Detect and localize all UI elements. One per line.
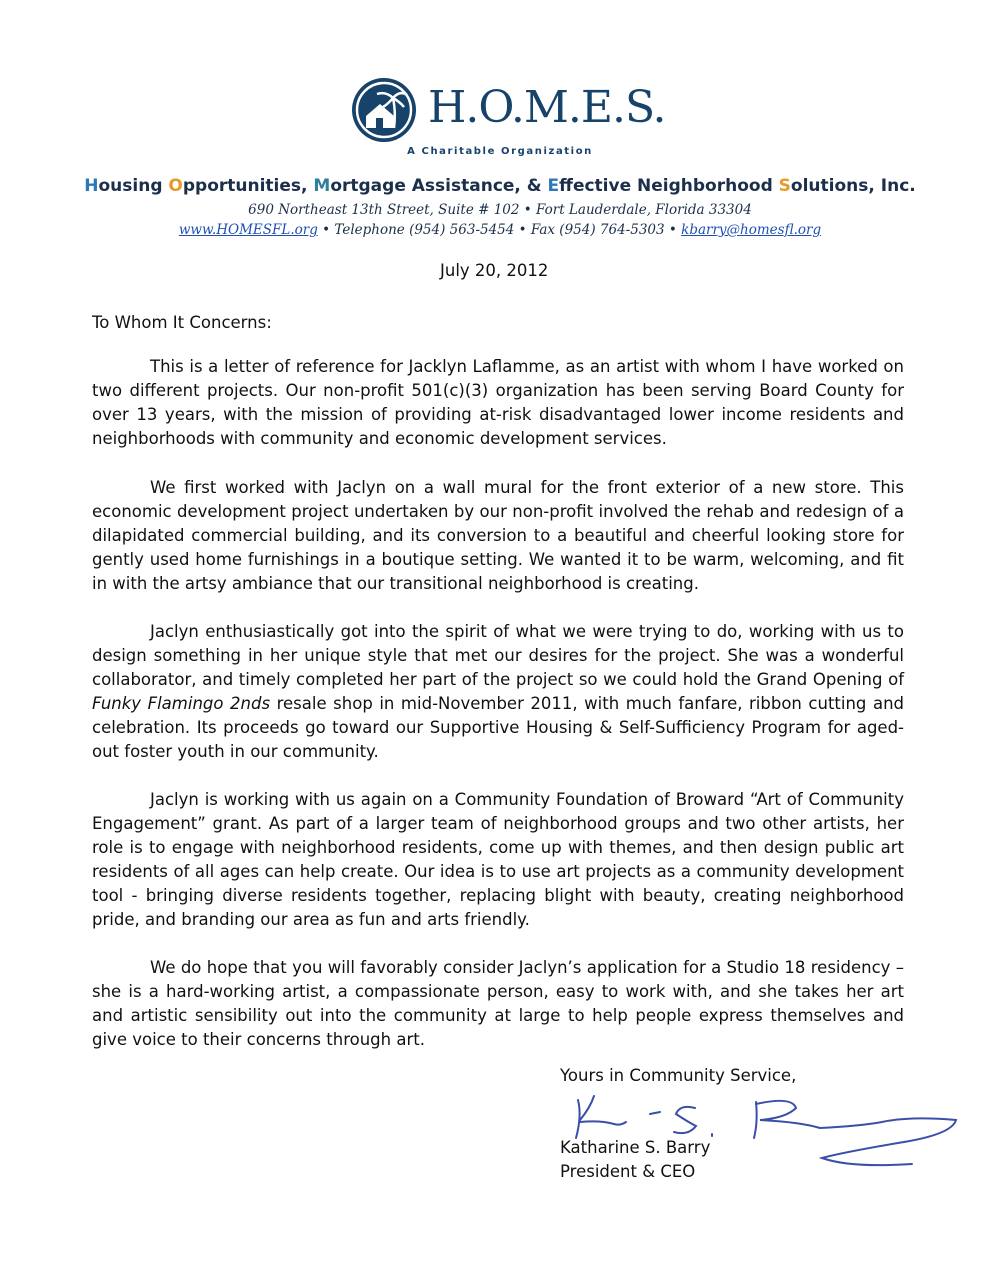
paragraph-1: This is a letter of reference for Jacklyn Laflamme, as an artist with whom I have worked on two different projects. Our non-profit 501(c)(3) organization has been serving Board County for over 13 years, with the mission of providing at-risk disadvantaged lower income residents and neighborhoods with community and economic development services. <box>92 357 904 448</box>
paragraph-4: Jaclyn is working with us again on a Community Foundation of Broward “Art of Community Engagement” grant. As part of a larger team of neighborhood groups and two other artists, her role is to engage with neighborhood residents, come up with themes, and then design public art residents of all ages can help create. Our idea is to use art projects as a community development tool - bringing diverse residents together, replacing blight with beauty, creating neighborhood pride, and branding our area as fun and arts friendly. <box>92 790 904 929</box>
shop-name: Funky Flamingo 2nds <box>92 694 271 713</box>
paragraph-3-text-b: resale shop in mid-November 2011, with much fanfare, ribbon cutting and celebration. Its proceeds go toward our Supportive Housing & Self-Sufficiency Program for aged-out foster youth in our community. <box>92 694 904 761</box>
paragraph-3-text-a: Jaclyn enthusiastically got into the spirit of what we were trying to do, working with us to design something in her unique style that met our desires for the project. She was a wonderful collaborator, and timely completed her part of the project so we could hold the Grand Opening of <box>92 622 904 689</box>
website-link[interactable]: www.HOMESFL.org <box>178 222 318 238</box>
paragraph-2: We first worked with Jaclyn on a wall mural for the front exterior of a new store. This economic development project undertaken by our non-profit involved the rehab and redesign of a dilapidated commercial building, and its conversion to a beautiful and cheerful looking store for gently used home furnishings in a boutique setting. We wanted it to be warm, welcoming, and fit in with the artsy ambiance that our transitional neighborhood is creating. <box>92 478 904 593</box>
salutation: To Whom It Concerns: <box>92 313 272 332</box>
org-name-cap-m: M <box>313 176 331 196</box>
org-name-cap-h: H <box>84 176 99 196</box>
org-name-cap-o: O <box>168 176 183 196</box>
org-name-cap-s: S <box>778 176 791 196</box>
org-name-word-housing: ousing <box>98 176 169 196</box>
email-link[interactable]: kbarry@homesfl.org <box>681 222 822 238</box>
signer-title: President & CEO <box>560 1162 696 1181</box>
org-name-word-opportunities: pportunities, <box>182 176 314 196</box>
house-palm-logo-icon <box>350 76 418 144</box>
paragraph-5: We do hope that you will favorably consider Jaclyn’s application for a Studio 18 residency – she is a hard-working artist, a compassionate person, easy to work with, and she takes her art and artistic sensibility out into the community at large to help people express themselves and give voice to their concerns through art. <box>92 958 904 1049</box>
closing: Yours in Community Service, <box>560 1066 797 1085</box>
street-address: 690 Northeast 13th Street, Suite # 102 • Fort Lauderdale, Florida 33304 <box>248 202 752 218</box>
org-name-cap-e: E <box>547 176 560 196</box>
paragraph-3 <box>92 620 904 764</box>
phone-fax-text: • Telephone (954) 563-5454 • Fax (954) 764-5303 • <box>317 222 682 238</box>
logo-wordmark: H.O.M.E.S. <box>428 82 666 133</box>
org-name-word-solutions: olutions, Inc. <box>790 176 916 196</box>
tagline: A Charitable Organization <box>407 146 593 157</box>
signer-name: Katharine S. Barry <box>560 1138 711 1157</box>
organization-name <box>0 176 1000 196</box>
contact-line <box>0 222 1000 238</box>
letter-date: July 20, 2012 <box>440 261 549 280</box>
org-name-word-mortgage: ortgage Assistance, & <box>330 176 548 196</box>
letterhead-logo <box>350 76 666 144</box>
org-name-word-effective: ffective Neighborhood <box>559 176 779 196</box>
